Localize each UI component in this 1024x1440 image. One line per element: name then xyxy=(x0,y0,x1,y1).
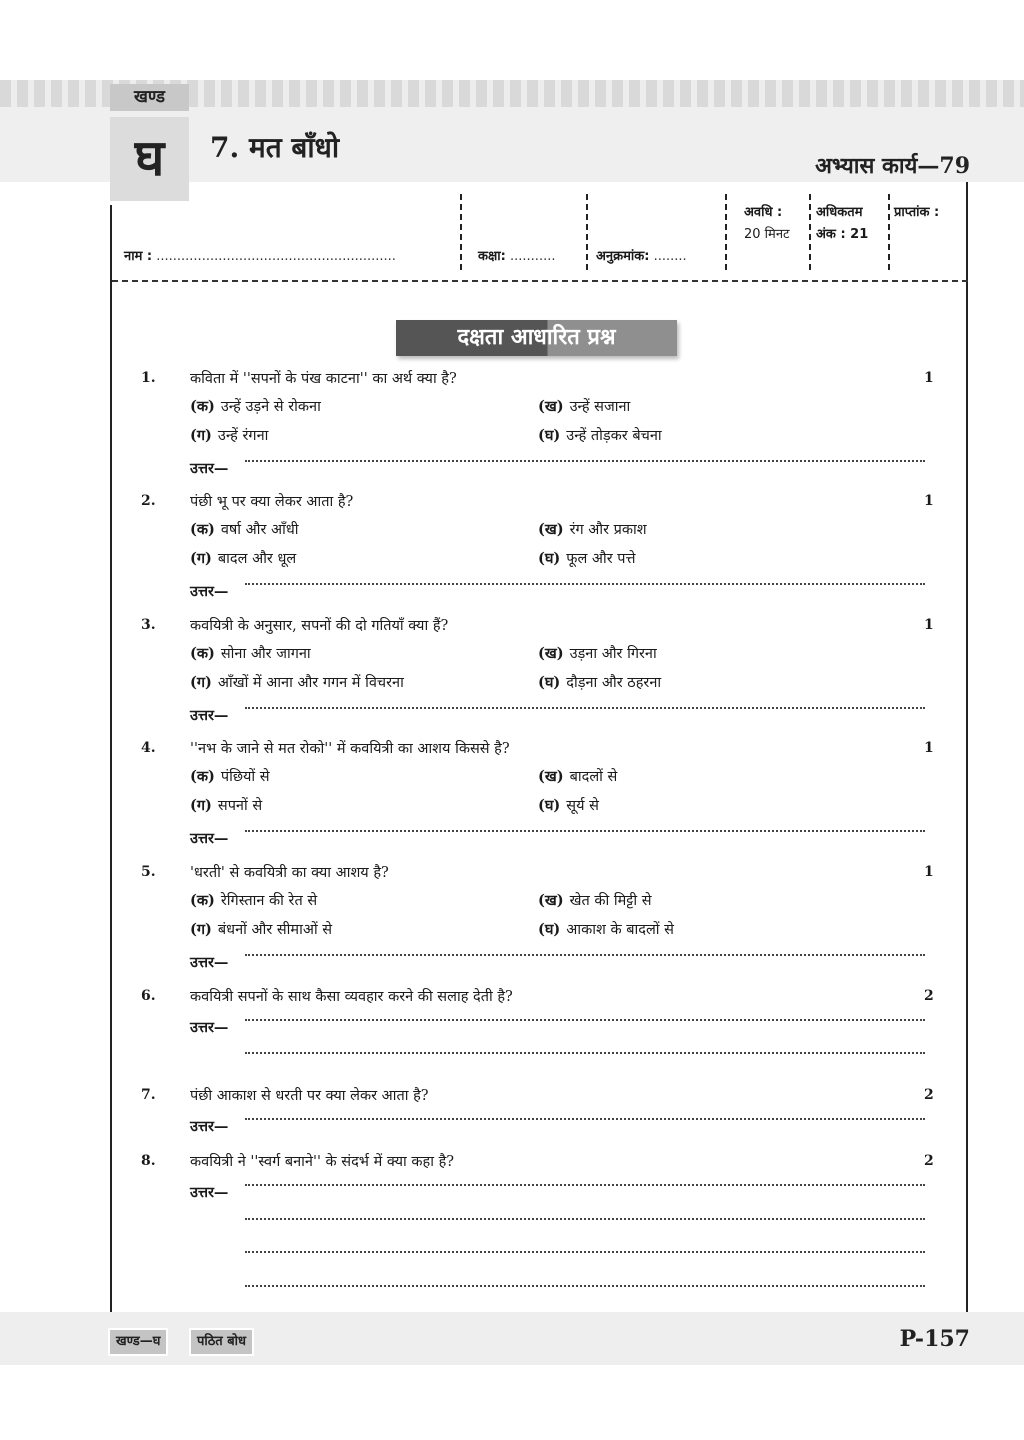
answer-line[interactable] xyxy=(245,1184,925,1186)
question-text: पंछी आकाश से धरती पर क्या लेकर आता है? xyxy=(190,1088,429,1104)
name-field[interactable] xyxy=(124,246,396,264)
answer-line[interactable] xyxy=(245,1218,925,1220)
option-ka[interactable]: (क) वर्षा और आँधी xyxy=(190,521,299,538)
chapter-title: 7. मत बाँधो xyxy=(210,131,340,164)
section-letter: घ xyxy=(110,117,189,201)
question-number: 6. xyxy=(141,988,156,1004)
option-ga[interactable]: (ग) सपनों से xyxy=(190,797,263,814)
option-kha[interactable]: (ख) उड़ना और गिरना xyxy=(538,645,657,662)
question-marks: 1 xyxy=(924,370,934,386)
option-kha[interactable]: (ख) बादलों से xyxy=(538,768,618,785)
question-number: 3. xyxy=(141,617,156,633)
answer-label: उत्तर— xyxy=(190,954,229,971)
question-marks: 1 xyxy=(924,617,934,633)
footer-section-tag: खण्ड—घ xyxy=(108,1328,168,1356)
max-marks-label: अधिकतम xyxy=(816,205,863,220)
question-text: कवयित्री सपनों के साथ कैसा व्यवहार करने की सलाह देती है? xyxy=(190,989,513,1005)
question-marks: 1 xyxy=(924,864,934,880)
answer-line[interactable] xyxy=(245,1251,925,1253)
name-blank[interactable]: .......................................................... xyxy=(156,249,396,264)
option-ka[interactable]: (क) पंछियों से xyxy=(190,768,270,785)
question-text: कवयित्री ने ''स्वर्ग बनाने'' के संदर्भ में क्या कहा है? xyxy=(190,1154,455,1170)
question-marks: 1 xyxy=(924,740,934,756)
roll-field[interactable] xyxy=(596,246,687,264)
question-marks: 2 xyxy=(924,1087,934,1103)
question-text: कविता में ''सपनों के पंख काटना'' का अर्थ क्या है? xyxy=(190,371,457,387)
section-heading: दक्षता आधारित प्रश्न xyxy=(396,320,677,356)
option-ga[interactable]: (ग) उन्हें रंगना xyxy=(190,427,269,444)
question-number: 7. xyxy=(141,1087,156,1103)
answer-line[interactable] xyxy=(245,1285,925,1287)
divider xyxy=(460,194,462,270)
question-text: ''नभ के जाने से मत रोको'' में कवयित्री का आशय किससे है? xyxy=(190,741,510,757)
question-text: पंछी भू पर क्या लेकर आता है? xyxy=(190,494,354,510)
option-gha[interactable]: (घ) उन्हें तोड़कर बेचना xyxy=(538,427,662,444)
section-label: खण्ड xyxy=(110,84,189,111)
question-marks: 2 xyxy=(924,1153,934,1169)
option-kha[interactable]: (ख) उन्हें सजाना xyxy=(538,398,631,415)
option-gha[interactable]: (घ) दौड़ना और ठहरना xyxy=(538,674,662,691)
page-number: P-157 xyxy=(899,1326,970,1352)
option-ka[interactable]: (क) रेगिस्तान की रेत से xyxy=(190,892,318,909)
question-marks: 2 xyxy=(924,988,934,1004)
option-ga[interactable]: (ग) बंधनों और सीमाओं से xyxy=(190,921,333,938)
frame-right-border xyxy=(966,182,968,1313)
option-kha[interactable]: (ख) खेत की मिट्टी से xyxy=(538,892,652,909)
answer-line[interactable] xyxy=(245,1052,925,1054)
roll-label: अनुक्रमांक: xyxy=(596,249,650,264)
name-label: नाम : xyxy=(124,249,153,264)
divider xyxy=(809,194,811,270)
divider xyxy=(586,194,588,270)
answer-line[interactable] xyxy=(245,707,925,709)
option-gha[interactable]: (घ) फूल और पत्ते xyxy=(538,550,636,567)
exercise-title: अभ्यास कार्य—79 xyxy=(815,153,970,179)
roll-blank[interactable]: ........ xyxy=(653,249,687,264)
option-ga[interactable]: (ग) बादल और धूल xyxy=(190,550,297,567)
class-field[interactable] xyxy=(478,246,555,264)
option-ka[interactable]: (क) सोना और जागना xyxy=(190,645,311,662)
divider xyxy=(725,194,727,270)
duration-label: अवधि : xyxy=(744,205,783,220)
option-ga[interactable]: (ग) आँखों में आना और गगन में विचरना xyxy=(190,674,404,691)
max-marks-value: अंक : 21 xyxy=(816,227,869,242)
question-number: 2. xyxy=(141,493,156,509)
footer-topic-tag: पठित बोध xyxy=(189,1328,254,1356)
duration-value: 20 मिनट xyxy=(744,227,790,242)
answer-label: उत्तर— xyxy=(190,1019,229,1036)
question-text: कवयित्री के अनुसार, सपनों की दो गतियाँ क्या हैं? xyxy=(190,618,449,634)
answer-label: उत्तर— xyxy=(190,583,229,600)
answer-label: उत्तर— xyxy=(190,1118,229,1135)
answer-line[interactable] xyxy=(245,1019,925,1021)
header-separator xyxy=(112,280,968,282)
answer-label: उत्तर— xyxy=(190,1184,229,1201)
answer-label: उत्तर— xyxy=(190,830,229,847)
answer-line[interactable] xyxy=(245,460,925,462)
answer-label: उत्तर— xyxy=(190,707,229,724)
class-label: कक्षा: xyxy=(478,249,506,264)
divider xyxy=(888,194,890,270)
option-kha[interactable]: (ख) रंग और प्रकाश xyxy=(538,521,647,538)
answer-line[interactable] xyxy=(245,954,925,956)
class-blank[interactable]: ........... xyxy=(510,249,556,264)
answer-line[interactable] xyxy=(245,830,925,832)
question-text: 'धरती' से कवयित्री का क्या आशय है? xyxy=(190,865,389,881)
option-gha[interactable]: (घ) आकाश के बादलों से xyxy=(538,921,674,938)
question-marks: 1 xyxy=(924,493,934,509)
answer-line[interactable] xyxy=(245,583,925,585)
option-ka[interactable]: (क) उन्हें उड़ने से रोकना xyxy=(190,398,321,415)
question-number: 4. xyxy=(141,740,156,756)
question-number: 5. xyxy=(141,864,156,880)
obtained-marks-label: प्राप्तांक : xyxy=(894,205,940,220)
option-gha[interactable]: (घ) सूर्य से xyxy=(538,797,599,814)
answer-label: उत्तर— xyxy=(190,460,229,477)
question-number: 8. xyxy=(141,1153,156,1169)
student-info-row xyxy=(112,192,968,274)
frame-left-border xyxy=(110,205,112,1313)
question-number: 1. xyxy=(141,370,156,386)
answer-line[interactable] xyxy=(245,1118,925,1120)
